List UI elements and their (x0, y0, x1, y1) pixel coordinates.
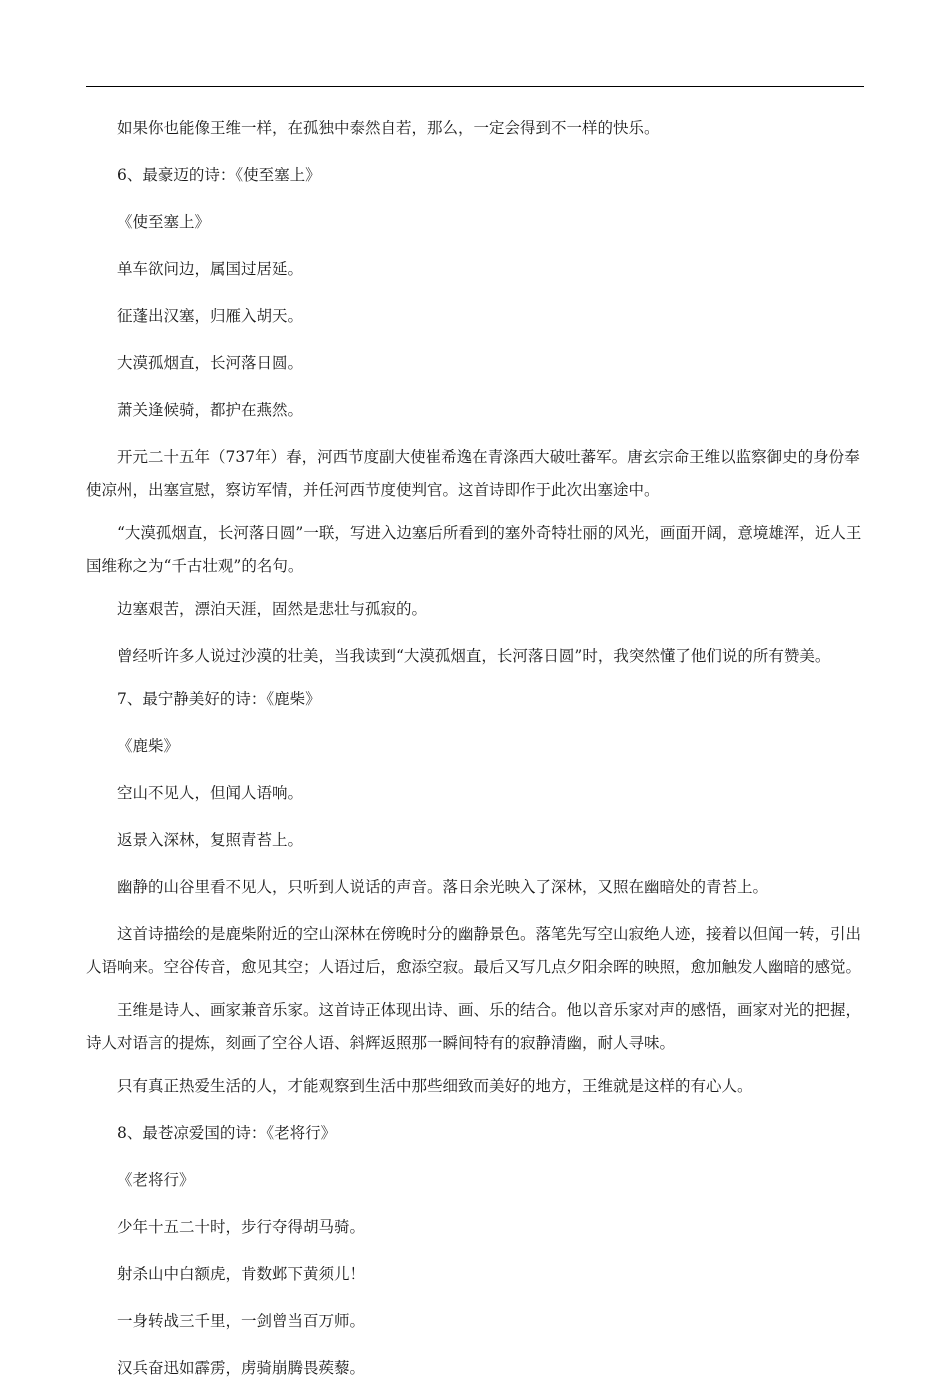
poem-line: 一身转战三千里，一剑曾当百万师。 (117, 1312, 366, 1330)
paragraph: 开元二十五年（737年）春，河西节度副大使崔希逸在青涤西大破吐蕃军。唐玄宗命王维以监察御史的身份奉使凉州，出塞宣慰，察访军情，并任河西节度使判官。这首诗即作于此次出塞途中。 (86, 448, 860, 499)
section-heading-7: 7、最宁静美好的诗：《鹿柴》 (117, 690, 321, 708)
section-heading-8: 8、最苍凉爱国的诗：《老将行》 (117, 1124, 337, 1142)
poem-line: 萧关逢候骑，都护在燕然。 (117, 401, 304, 419)
poem-line: 大漠孤烟直，长河落日圆。 (117, 354, 304, 372)
poem-line: 少年十五二十时，步行夺得胡马骑。 (117, 1218, 366, 1236)
poem-line: 空山不见人，但闻人语响。 (117, 784, 304, 802)
poem-title: 《鹿柴》 (117, 737, 180, 755)
paragraph: 这首诗描绘的是鹿柴附近的空山深林在傍晚时分的幽静景色。落笔先写空山寂绝人迹，接着以但闻一转，引出人语响来。空谷传音，愈见其空；人语过后，愈添空寂。最后又写几点夕阳余晖的映照，愈加触发人幽暗的感觉。 (86, 925, 862, 976)
header-rule (86, 86, 864, 87)
section-heading-6: 6、最豪迈的诗：《使至塞上》 (117, 166, 321, 184)
poem-line: 射杀山中白额虎，肯数邺下黄须儿！ (117, 1265, 366, 1283)
poem-line: 汉兵奋迅如霹雳，虏骑崩腾畏蒺藜。 (117, 1359, 366, 1377)
paragraph: 边塞艰苦，漂泊天涯，固然是悲壮与孤寂的。 (117, 600, 428, 618)
poem-line: 单车欲问边，属国过居延。 (117, 260, 304, 278)
paragraph: “大漠孤烟直，长河落日圆”一联，写进入边塞后所看到的塞外奇特壮丽的风光，画面开阔，意境雄浑，近人王国维称之为“千古壮观”的名句。 (86, 524, 862, 575)
paragraph: 只有真正热爱生活的人，才能观察到生活中那些细致而美好的地方，王维就是这样的有心人。 (117, 1077, 753, 1095)
paragraph: 曾经听许多人说过沙漠的壮美，当我读到“大漠孤烟直，长河落日圆”时，我突然懂了他们说的所有赞美。 (117, 647, 831, 665)
paragraph: 王维是诗人、画家兼音乐家。这首诗正体现出诗、画、乐的结合。他以音乐家对声的感悟，画家对光的把握，诗人对语言的提炼，刻画了空谷人语、斜辉返照那一瞬间特有的寂静清幽，耐人寻味。 (86, 1001, 862, 1052)
paragraph: 如果你也能像王维一样，在孤独中泰然自若，那么，一定会得到不一样的快乐。 (117, 119, 660, 137)
paragraph: 幽静的山谷里看不见人，只听到人说话的声音。落日余光映入了深林，又照在幽暗处的青苔上。 (117, 878, 769, 896)
poem-title: 《老将行》 (117, 1171, 195, 1189)
poem-line: 返景入深林，复照青苔上。 (117, 831, 304, 849)
document-body (86, 112, 872, 1399)
poem-title: 《使至塞上》 (117, 213, 211, 231)
poem-line: 征蓬出汉塞，归雁入胡天。 (117, 307, 304, 325)
